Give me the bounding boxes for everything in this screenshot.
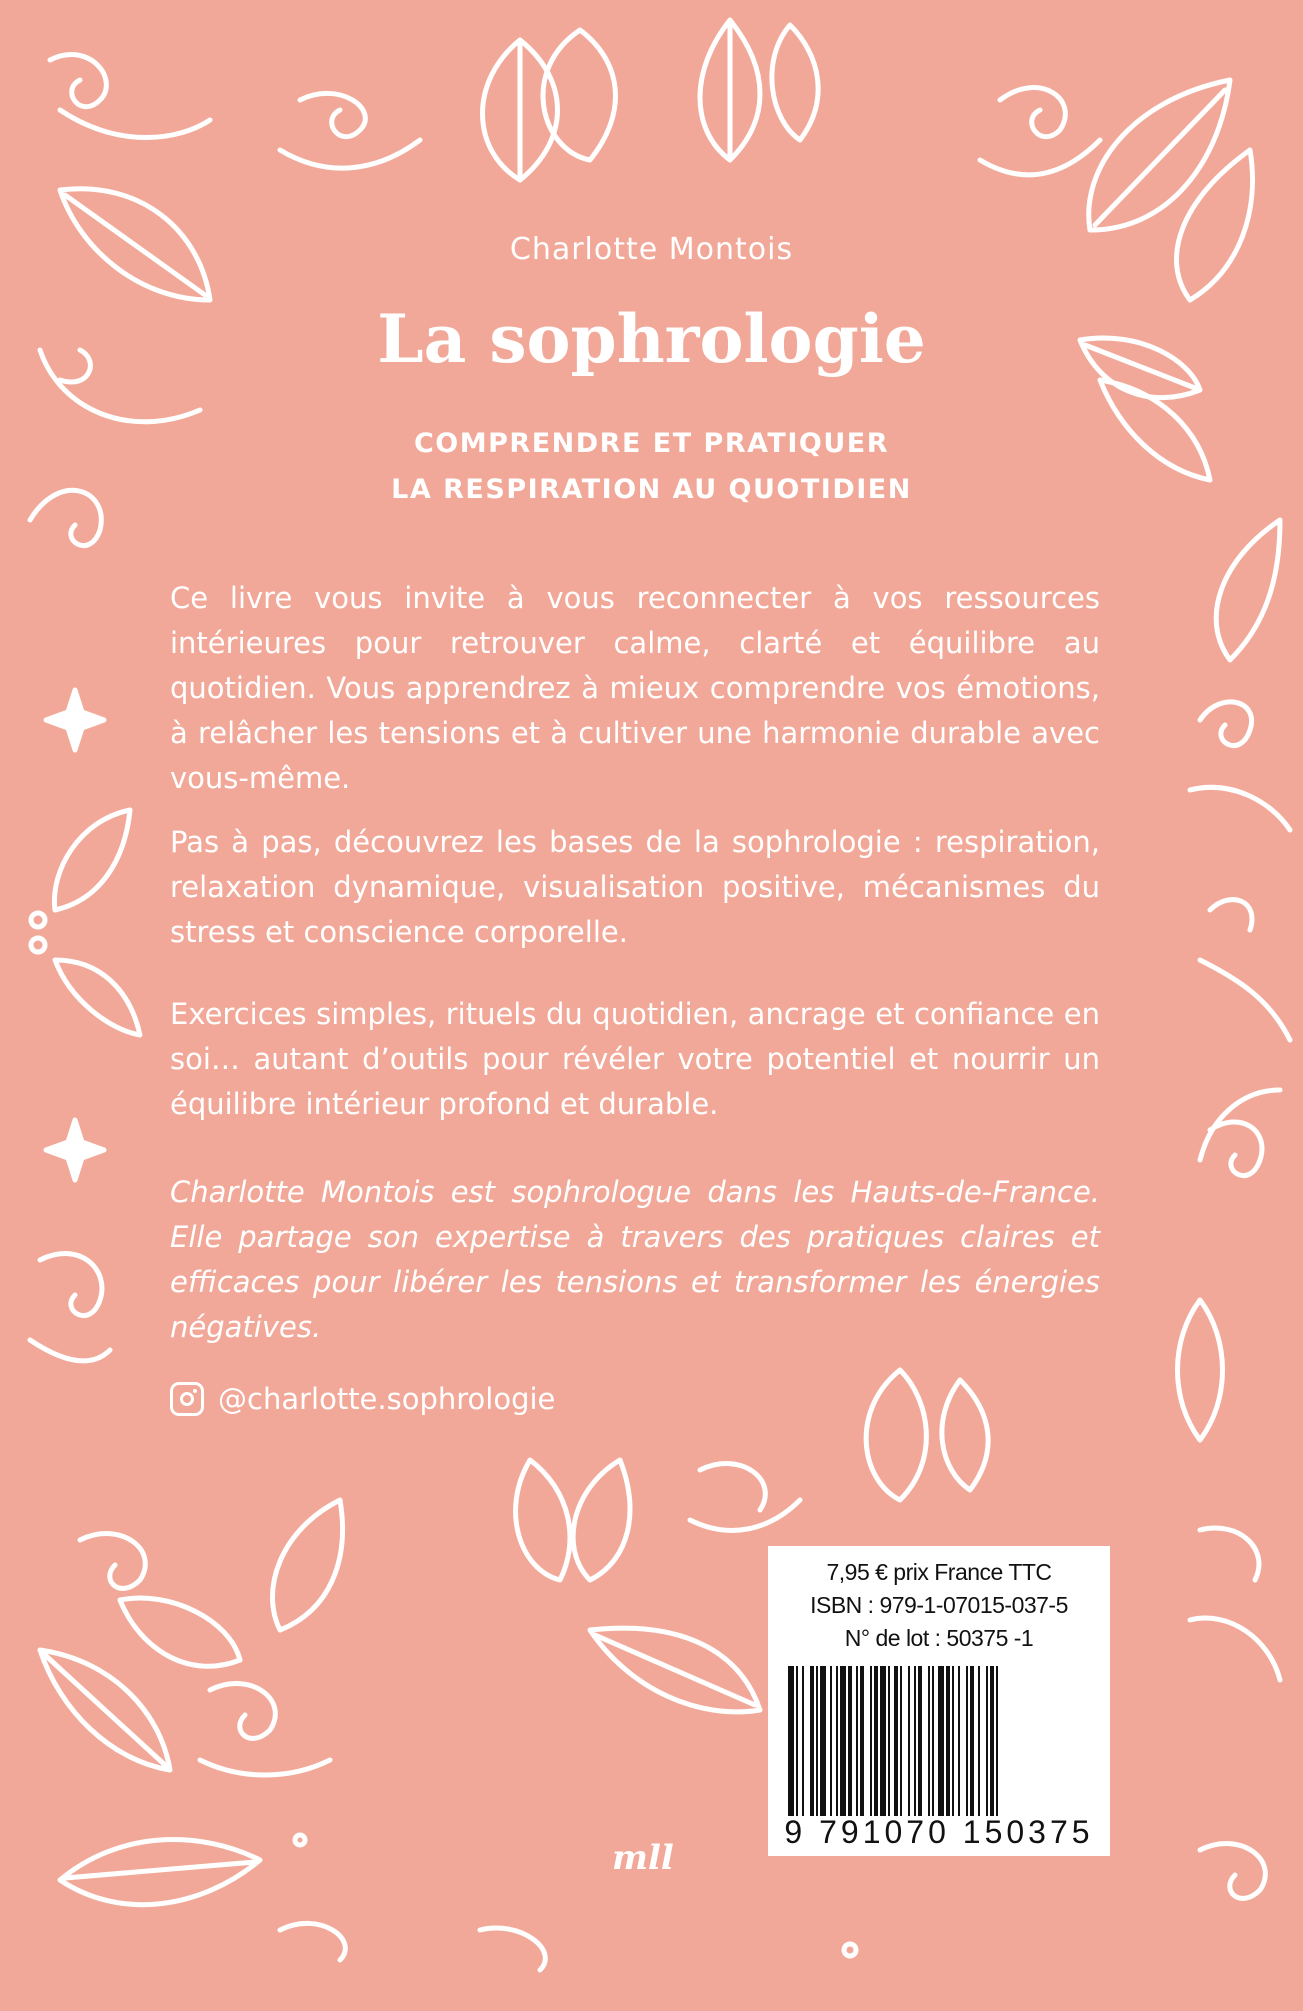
leaf-icon [590, 1628, 760, 1712]
price-text: 7,95 € prix France TTC [826, 1559, 1052, 1585]
author-bio: Charlotte Montois est sophrologue dans les Hauts-de-France. Elle partage son expertise à travers des pratiques claires et efficaces pour libérer les tensions et transformer les énergies négatives. [170, 1175, 1100, 1344]
barcode-number: 9 791070 150375 [784, 1814, 1094, 1850]
leaf-icon [772, 25, 818, 140]
swirl-icon [30, 1254, 110, 1361]
barcode-bar [856, 1666, 858, 1816]
barcode-bar [894, 1666, 898, 1816]
barcode-bar [802, 1666, 804, 1816]
barcode-bar [938, 1666, 944, 1816]
barcode [788, 1666, 1090, 1816]
swirl-icon [1200, 1844, 1265, 1899]
leaf-icon [40, 1650, 170, 1770]
leaf-icon [1216, 520, 1280, 660]
barcode-bar [900, 1666, 902, 1816]
leaf-icon [1089, 80, 1230, 230]
barcode-bar [874, 1666, 878, 1816]
swirl-icon [60, 110, 210, 138]
instagram-icon [170, 1382, 204, 1416]
swirl-icon [1200, 1090, 1280, 1176]
barcode-bar [860, 1666, 864, 1816]
leaf-icon [1178, 1300, 1223, 1440]
barcode-bar [914, 1666, 916, 1816]
description-paragraph-3: Exercices simples, rituels du quotidien, ancrage et confiance en soi… autant d’outils pour révéler votre potentiel et nourrir un équilibre intérieur profond et durable. [170, 997, 1100, 1121]
description-paragraph-1: Ce livre vous invite à vous reconnecter à vos ressources intérieures pour retrouver calme, clarté et équilibre au quotidien. Vous apprendrez à mieux comprendre vos émotions, à relâcher les tensions et à cultiver une harmonie durable avec vous-même. [170, 581, 1100, 795]
barcode-bar [820, 1666, 826, 1816]
barcode-bar [888, 1666, 890, 1816]
publisher-logo: mll [612, 1838, 674, 1878]
swirl-icon [1190, 1528, 1280, 1680]
instagram-handle-text: @charlotte.sophrologie [218, 1382, 556, 1416]
barcode-bar [870, 1666, 872, 1816]
barcode-bar [928, 1666, 930, 1816]
isbn-text: ISBN : 979-1-07015-037-5 [810, 1592, 1068, 1618]
leaf-icon [1177, 150, 1253, 300]
barcode-bar [880, 1666, 886, 1816]
barcode-bar [970, 1666, 974, 1816]
book-title: La sophrologie [377, 300, 926, 378]
leaf-icon [700, 20, 760, 160]
barcode-bar [810, 1666, 814, 1816]
barcode-bar [996, 1666, 998, 1816]
barcode-bar [952, 1666, 954, 1816]
barcode-bar [966, 1666, 968, 1816]
barcode-bar [788, 1666, 794, 1816]
barcode-bar [830, 1666, 832, 1816]
swirl-icon [80, 1534, 145, 1589]
leaf-icon [516, 1460, 570, 1580]
swirl-icon [980, 88, 1100, 175]
leaf-icon [866, 1370, 926, 1500]
leaf-icon [573, 1460, 630, 1580]
price-barcode-box [768, 1546, 1110, 1856]
leaf-icon [120, 1598, 240, 1666]
description-paragraph-2: Pas à pas, découvrez les bases de la sophrologie : respiration, relaxation dynamique, visualisation positive, mécanismes du stress et conscience corporelle. [170, 825, 1100, 949]
lot-number-text: N° de lot : 50375 -1 [844, 1625, 1034, 1651]
barcode-bar [848, 1666, 852, 1816]
leaf-icon [60, 1840, 260, 1905]
swirl-icon [50, 55, 106, 107]
swirl-icon [690, 1464, 800, 1531]
barcode-bar [986, 1666, 988, 1816]
barcode-bar [816, 1666, 818, 1816]
subtitle-line-1: COMPRENDRE ET PRATIQUER [413, 428, 890, 459]
swirl-icon [280, 93, 420, 168]
instagram-handle[interactable] [170, 1382, 555, 1416]
barcode-bar [796, 1666, 798, 1816]
barcode-bar [990, 1666, 994, 1816]
leaf-icon [273, 1500, 343, 1630]
subtitle-line-2: LA RESPIRATION AU QUOTIDIEN [391, 474, 912, 505]
author-name: Charlotte Montois [509, 232, 794, 267]
barcode-bar [918, 1666, 922, 1816]
swirl-icon [200, 1684, 330, 1775]
barcode-bar [932, 1666, 934, 1816]
barcode-bar [978, 1666, 980, 1816]
leaf-icon [55, 960, 140, 1035]
swirl-icon [280, 1923, 545, 1970]
barcode-bar [958, 1666, 960, 1816]
swirl-icon [1190, 702, 1290, 830]
sparkle-icon [46, 690, 104, 750]
barcode-bar [836, 1666, 838, 1816]
leaf-icon [942, 1380, 988, 1490]
barcode-bar [908, 1666, 910, 1816]
barcode-bar [946, 1666, 950, 1816]
sparkle-icon [46, 1120, 104, 1180]
leaf-icon [54, 810, 130, 910]
swirl-icon [1200, 900, 1290, 1040]
barcode-bar [840, 1666, 846, 1816]
